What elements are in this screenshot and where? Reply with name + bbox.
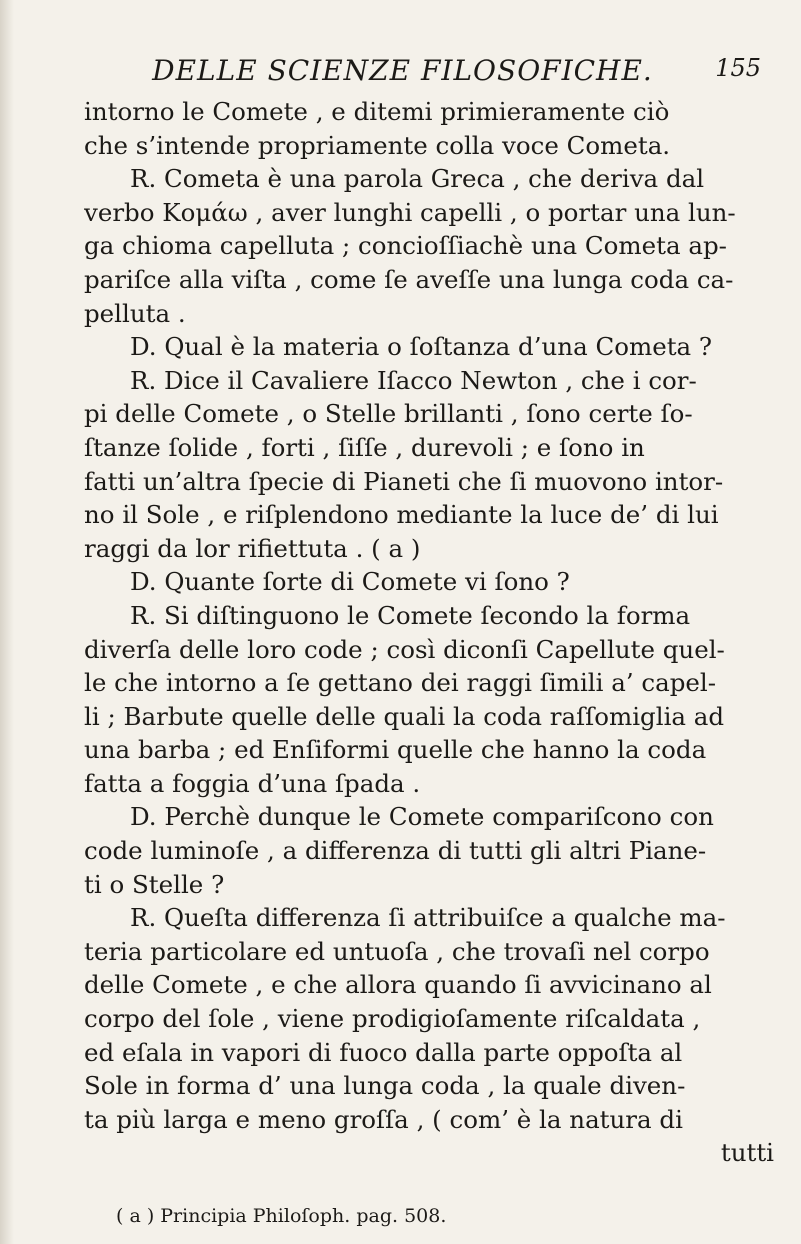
text-line: le che intorno a ſe gettano dei raggi ſimili a’ capel- bbox=[84, 668, 717, 698]
text-line: li ; Barbute quelle delle quali la coda raſſomiglia ad bbox=[84, 701, 725, 731]
text-line: code luminoſe , a differenza di tutti gli altri Piane- bbox=[84, 836, 707, 866]
text-line: fatta a foggia d’una ſpada . bbox=[84, 768, 421, 798]
page-binding-shadow bbox=[0, 0, 14, 1244]
text-line: R. Dice il Cavaliere Iſacco Newton , che i cor- bbox=[130, 365, 697, 395]
text-line: pi delle Comete , o Stelle brillanti , ſono certe ſo- bbox=[84, 399, 693, 429]
text-line: ſtanze ſolide , forti , ſiſſe , durevoli ; e ſono in bbox=[84, 432, 645, 462]
text-line: Sole in forma d’ una lunga coda , la quale diven- bbox=[84, 1071, 686, 1101]
page-header bbox=[100, 54, 765, 94]
text-line: pariſce alla viſta , come ſe aveſſe una lunga coda ca- bbox=[84, 264, 734, 294]
text-line: corpo del ſole , viene prodigioſamente riſcaldata , bbox=[84, 1004, 701, 1034]
page-number: 155 bbox=[715, 54, 761, 82]
text-line: diverſa delle loro code ; così diconſi Capellute quel- bbox=[84, 634, 725, 664]
body-text bbox=[84, 95, 774, 1170]
text-line: ti o Stelle ? bbox=[84, 869, 225, 899]
text-line: R. Queſta differenza ſi attribuiſce a qualche ma- bbox=[130, 903, 726, 933]
text-line: D. Qual è la materia o ſoſtanza d’una Cometa ? bbox=[130, 332, 713, 362]
text-line: D. Perchè dunque le Comete compariſcono con bbox=[130, 802, 714, 832]
running-head: DELLE SCIENZE FILOSOFICHE. bbox=[152, 54, 653, 87]
text-line: ed eſala in vapori di fuoco dalla parte oppoſta al bbox=[84, 1037, 683, 1067]
text-line: R. Si diſtinguono le Comete ſecondo la forma bbox=[130, 600, 691, 630]
text-line: no il Sole , e riſplendono mediante la luce de’ di lui bbox=[84, 500, 719, 530]
text-line: D. Quante ſorte di Comete vi ſono ? bbox=[130, 567, 570, 597]
text-line: R. Cometa è una parola Greca , che deriva dal bbox=[130, 164, 705, 194]
catchword: tutti bbox=[720, 1138, 774, 1168]
text-line: ta più larga e meno groſſa , ( com’ è la natura di bbox=[84, 1104, 683, 1134]
text-line: intorno le Comete , e ditemi primieramente ciò bbox=[84, 97, 670, 126]
text-line: raggi da lor rifiettuta . ( a ) bbox=[84, 533, 421, 563]
text-line: verbo Κομάω , aver lunghi capelli , o portar una lun- bbox=[84, 197, 736, 227]
text-line: ga chioma capelluta ; concioſſiachè una Cometa ap- bbox=[84, 231, 727, 261]
text-line: delle Comete , e che allora quando ſi avvicinano al bbox=[84, 970, 712, 1000]
text-line: teria particolare ed untuoſa , che trovaſi nel corpo bbox=[84, 936, 710, 966]
text-line: fatti un’altra ſpecie di Pianeti che ſi muovono intor- bbox=[84, 466, 724, 496]
text-line: una barba ; ed Enſiformi quelle che hanno la coda bbox=[84, 735, 707, 765]
text-line: che s’intende propriamente colla voce Cometa. bbox=[84, 130, 671, 160]
footnote: ( a ) Principia Philoſoph. pag. 508. bbox=[116, 1205, 447, 1227]
text-line: pelluta . bbox=[84, 298, 186, 328]
